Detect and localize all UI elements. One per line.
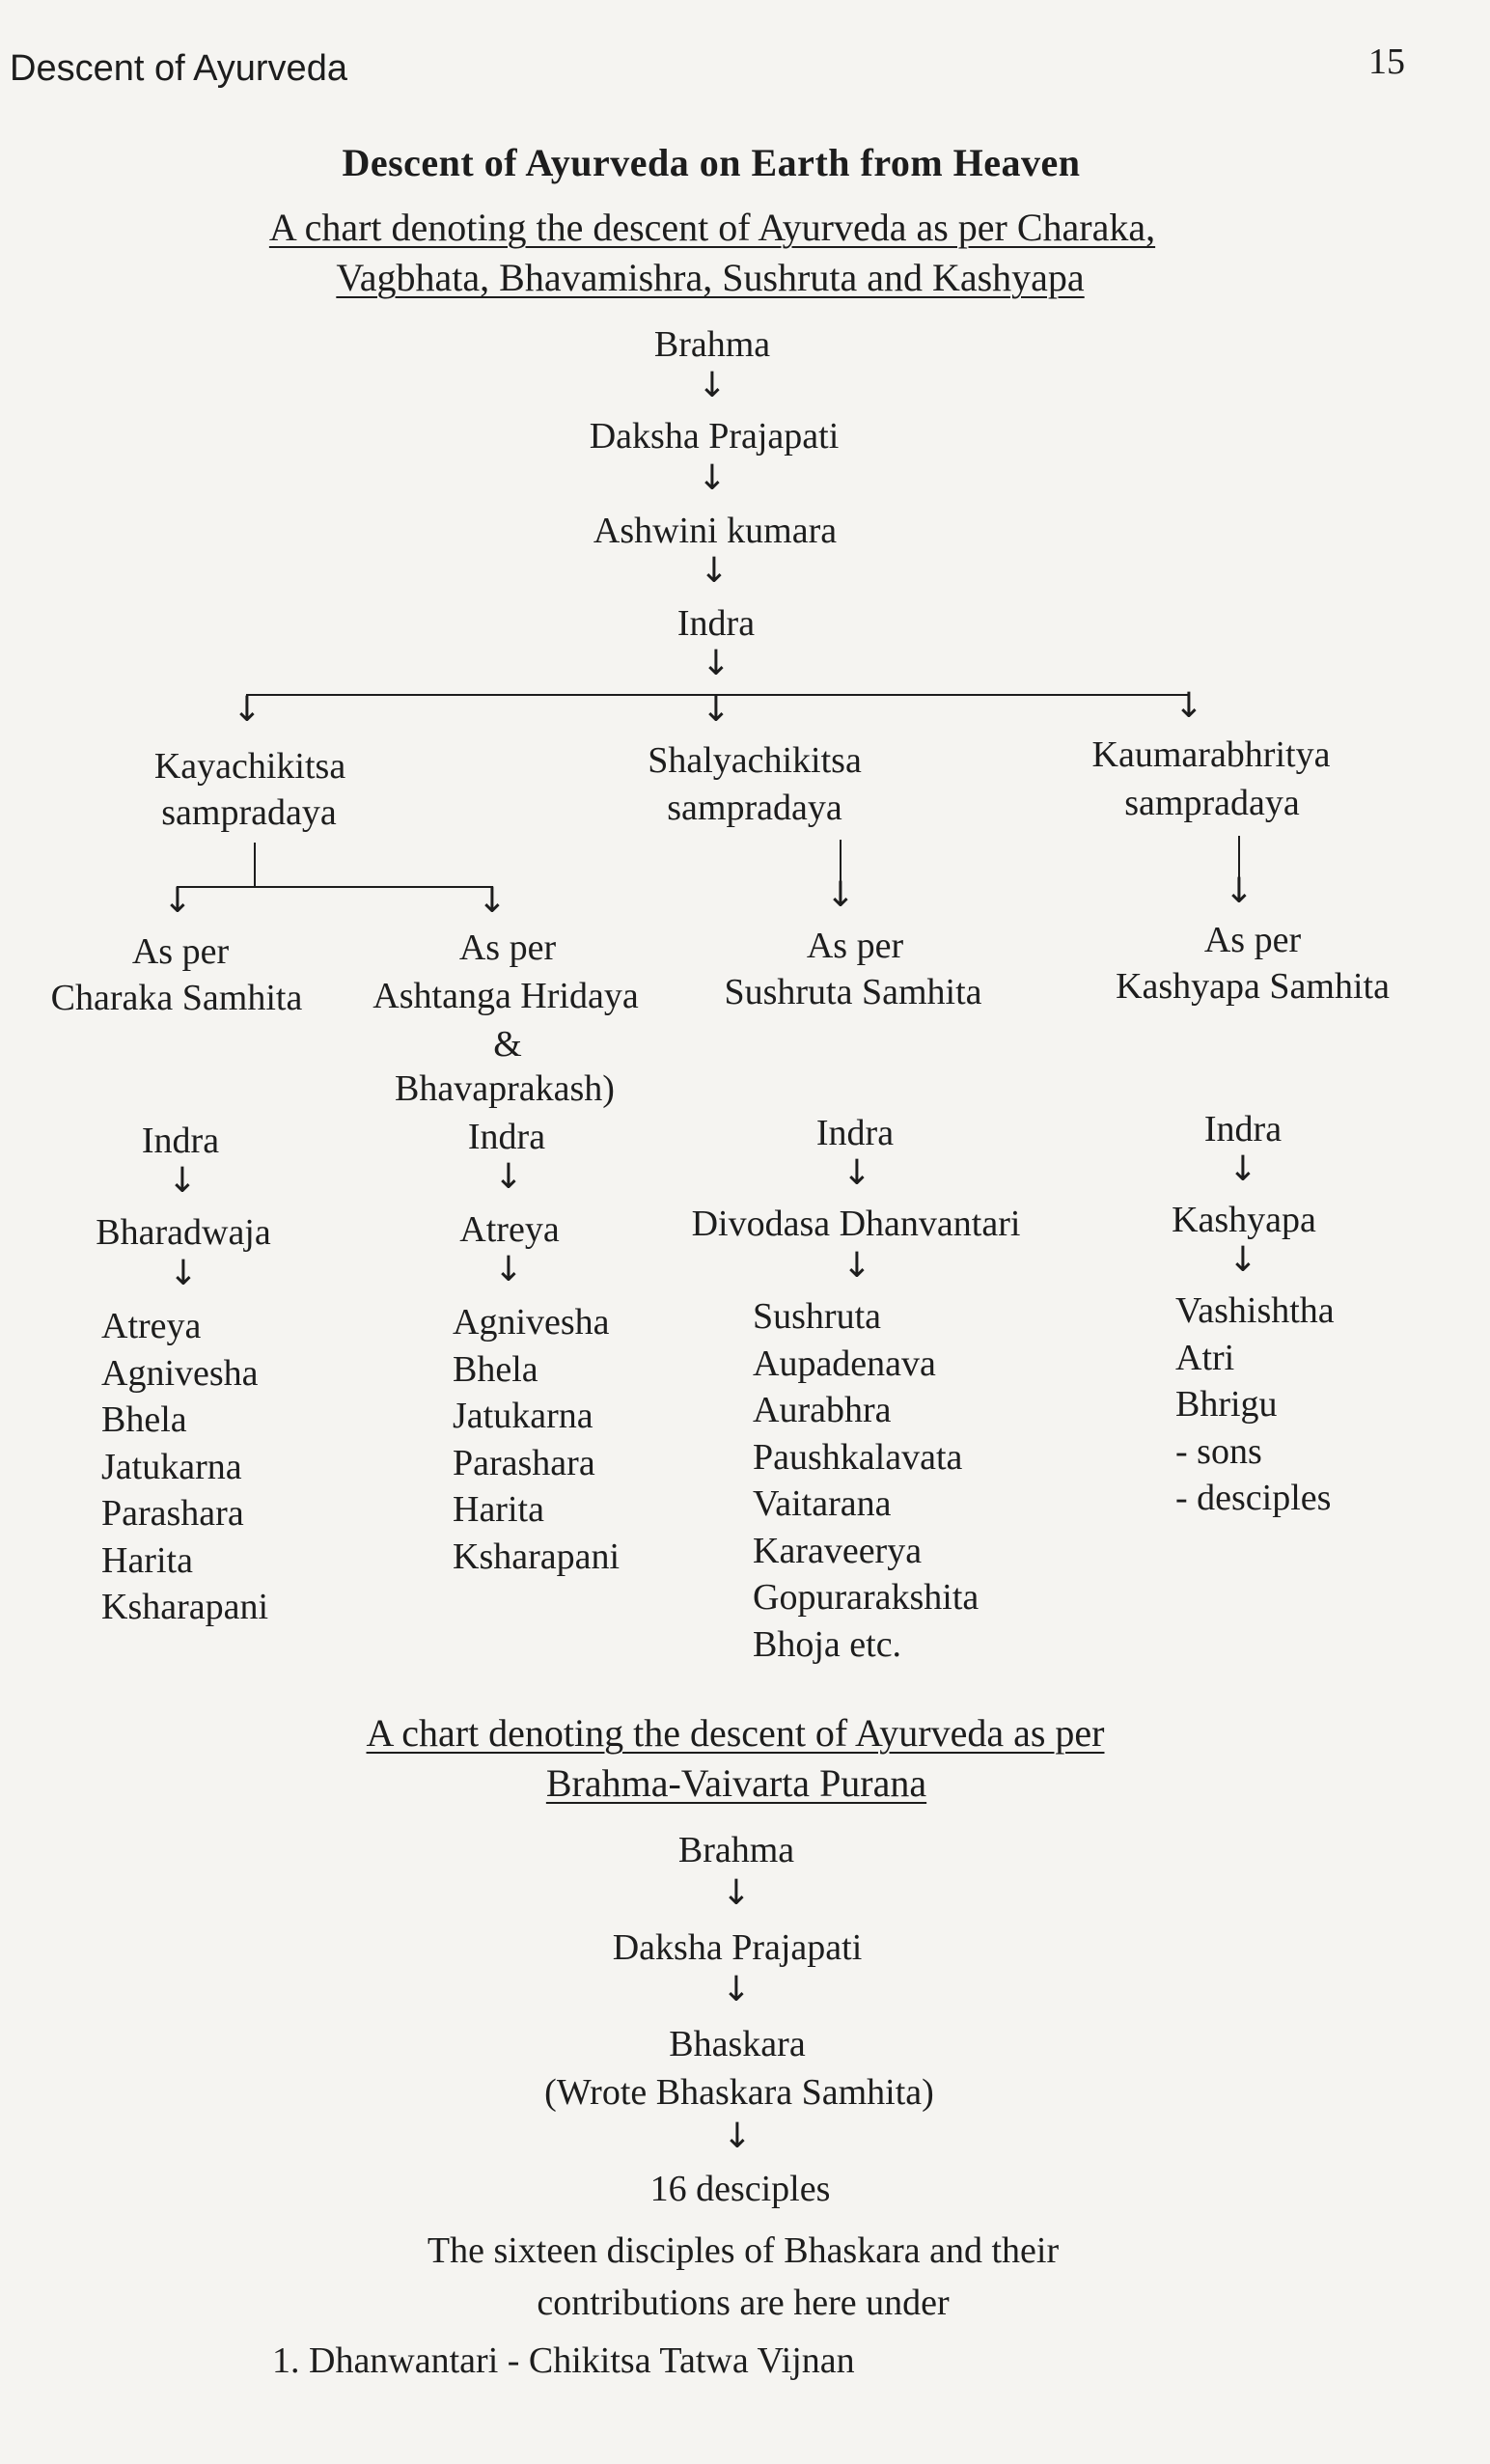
school-shalyachikitsa: Shalyachikitsa bbox=[648, 740, 862, 781]
chart2-node-daksha: Daksha Prajapati bbox=[612, 1927, 863, 1968]
down-arrow-icon: ↓ bbox=[1228, 1240, 1258, 1280]
school-kaumarabhritya: Kaumarabhritya bbox=[1091, 734, 1331, 775]
down-arrow-icon: ↓ bbox=[493, 1250, 524, 1289]
list-item: Ksharapani bbox=[453, 1536, 621, 1577]
split-stem-line bbox=[254, 843, 256, 887]
chain-node-indra: Indra bbox=[676, 603, 756, 644]
down-arrow-icon: ↓ bbox=[1224, 872, 1255, 911]
kashyapa-as-per: As per bbox=[1203, 920, 1302, 960]
down-arrow-icon: ↓ bbox=[721, 1970, 752, 2009]
down-arrow-icon: ↓ bbox=[477, 881, 508, 921]
chain-node-ashwini: Ashwini kumara bbox=[593, 511, 838, 551]
ashtanga-source2: Bhavaprakash) bbox=[395, 1068, 615, 1109]
list-item: Parashara bbox=[101, 1493, 244, 1534]
down-arrow-icon: ↓ bbox=[167, 1161, 198, 1201]
split-connector-line bbox=[177, 886, 493, 888]
charaka-indra: Indra bbox=[141, 1121, 220, 1161]
down-arrow-icon: ↓ bbox=[842, 1153, 872, 1193]
chart2-node-bhaskara: Bhaskara bbox=[669, 2024, 806, 2064]
school-kayachikitsa-sub: sampradaya bbox=[161, 792, 337, 833]
list-item: 1. Dhanwantari - Chikitsa Tatwa Vijnan bbox=[272, 2340, 855, 2381]
down-arrow-icon: ↓ bbox=[168, 1254, 199, 1293]
ashtanga-as-per: As per bbox=[458, 927, 557, 968]
down-arrow-icon: ↓ bbox=[842, 1246, 872, 1286]
sushruta-disciples bbox=[753, 1293, 979, 1668]
list-item: Harita bbox=[101, 1539, 193, 1581]
list-item: Atreya bbox=[101, 1306, 202, 1346]
sushruta-source: Sushruta Samhita bbox=[724, 972, 982, 1012]
list-item: - sons bbox=[1175, 1430, 1262, 1472]
chart1-subtitle-line1: A chart denoting the descent of Ayurveda as per Charaka, bbox=[268, 206, 1156, 249]
ashtanga-atreya: Atreya bbox=[459, 1209, 560, 1250]
list-item: Karaveerya bbox=[753, 1530, 923, 1571]
down-arrow-icon: ↓ bbox=[721, 1873, 752, 1913]
charaka-disciples bbox=[101, 1303, 268, 1631]
kashyapa-disciples bbox=[1175, 1287, 1335, 1522]
down-arrow-icon: ↓ bbox=[1228, 1149, 1258, 1189]
page-title: Descent of Ayurveda on Earth from Heaven bbox=[342, 141, 1081, 184]
list-item: Jatukarna bbox=[101, 1446, 242, 1487]
down-arrow-icon: ↓ bbox=[162, 881, 193, 921]
charaka-as-per: As per bbox=[131, 931, 230, 972]
down-arrow-icon: ↓ bbox=[701, 690, 731, 730]
list-item: Aupadenava bbox=[753, 1343, 936, 1384]
kashyapa-kashyapa: Kashyapa bbox=[1172, 1200, 1316, 1240]
list-item: - desciples bbox=[1175, 1478, 1332, 1518]
list-item: Vashishtha bbox=[1175, 1290, 1335, 1331]
chain-node-brahma: Brahma bbox=[653, 324, 771, 365]
list-item: Agnivesha bbox=[101, 1352, 259, 1394]
list-item: Aurabhra bbox=[753, 1390, 892, 1430]
down-arrow-icon: ↓ bbox=[697, 458, 728, 498]
school-kaumarabhritya-sub: sampradaya bbox=[1124, 783, 1300, 823]
chart2-final: 16 desciples bbox=[649, 2169, 831, 2209]
ashtanga-indra: Indra bbox=[467, 1117, 546, 1157]
down-arrow-icon: ↓ bbox=[493, 1157, 524, 1197]
sushruta-as-per: As per bbox=[806, 926, 904, 966]
list-item: Bhrigu bbox=[1175, 1384, 1278, 1425]
ashtanga-source: Ashtanga Hridaya bbox=[372, 976, 639, 1016]
charaka-source: Charaka Samhita bbox=[50, 978, 303, 1018]
down-arrow-icon: ↓ bbox=[699, 551, 730, 591]
down-arrow-icon: ↓ bbox=[825, 875, 856, 915]
chart2-subtitle-line1: A chart denoting the descent of Ayurveda as per bbox=[366, 1711, 1105, 1755]
body-para-line2: contributions are here under bbox=[537, 2283, 950, 2323]
list-item: Parashara bbox=[453, 1442, 595, 1483]
kashyapa-indra: Indra bbox=[1203, 1109, 1283, 1149]
charaka-bharadwaja: Bharadwaja bbox=[96, 1212, 271, 1253]
sushruta-divodasa: Divodasa Dhanvantari bbox=[691, 1204, 1021, 1244]
down-arrow-icon: ↓ bbox=[232, 690, 262, 730]
list-item: Atri bbox=[1175, 1337, 1235, 1378]
ashtanga-amp: & bbox=[493, 1024, 522, 1065]
list-item: Vaitarana bbox=[753, 1483, 892, 1524]
kashyapa-source: Kashyapa Samhita bbox=[1116, 966, 1390, 1007]
page-number: 15 bbox=[1368, 42, 1405, 82]
down-arrow-icon: ↓ bbox=[697, 366, 728, 405]
ashtanga-disciples bbox=[453, 1299, 620, 1580]
school-shalyachikitsa-sub: sampradaya bbox=[667, 788, 842, 828]
body-para-line1: The sixteen disciples of Bhaskara and their bbox=[427, 2230, 1060, 2271]
chart1-subtitle-line2: Vagbhata, Bhavamishra, Sushruta and Kashyapa bbox=[336, 256, 1085, 299]
list-item: Paushkalavata bbox=[753, 1436, 963, 1478]
down-arrow-icon: ↓ bbox=[722, 2117, 753, 2156]
list-item: Agnivesha bbox=[453, 1302, 610, 1343]
list-item: Ksharapani bbox=[101, 1587, 269, 1627]
list-item: Gopurarakshita bbox=[753, 1577, 980, 1618]
down-arrow-icon: ↓ bbox=[1173, 686, 1204, 726]
down-arrow-icon: ↓ bbox=[701, 644, 731, 683]
chain-node-daksha: Daksha Prajapati bbox=[589, 416, 840, 457]
list-item: Bhela bbox=[453, 1348, 538, 1390]
list-item: Sushruta bbox=[753, 1296, 881, 1337]
running-header: Descent of Ayurveda bbox=[10, 48, 347, 89]
list-item: Jatukarna bbox=[453, 1396, 593, 1436]
chart2-node-brahma: Brahma bbox=[677, 1830, 795, 1870]
school-kayachikitsa: Kayachikitsa bbox=[153, 746, 346, 787]
chart2-bhaskara-note: (Wrote Bhaskara Samhita) bbox=[544, 2072, 934, 2113]
list-item: Bhela bbox=[101, 1399, 187, 1440]
chart2-subtitle-line2: Brahma-Vaivarta Purana bbox=[545, 1761, 927, 1805]
sushruta-indra: Indra bbox=[815, 1113, 895, 1153]
list-item: Bhoja etc. bbox=[753, 1623, 902, 1665]
list-item: Harita bbox=[453, 1489, 544, 1530]
